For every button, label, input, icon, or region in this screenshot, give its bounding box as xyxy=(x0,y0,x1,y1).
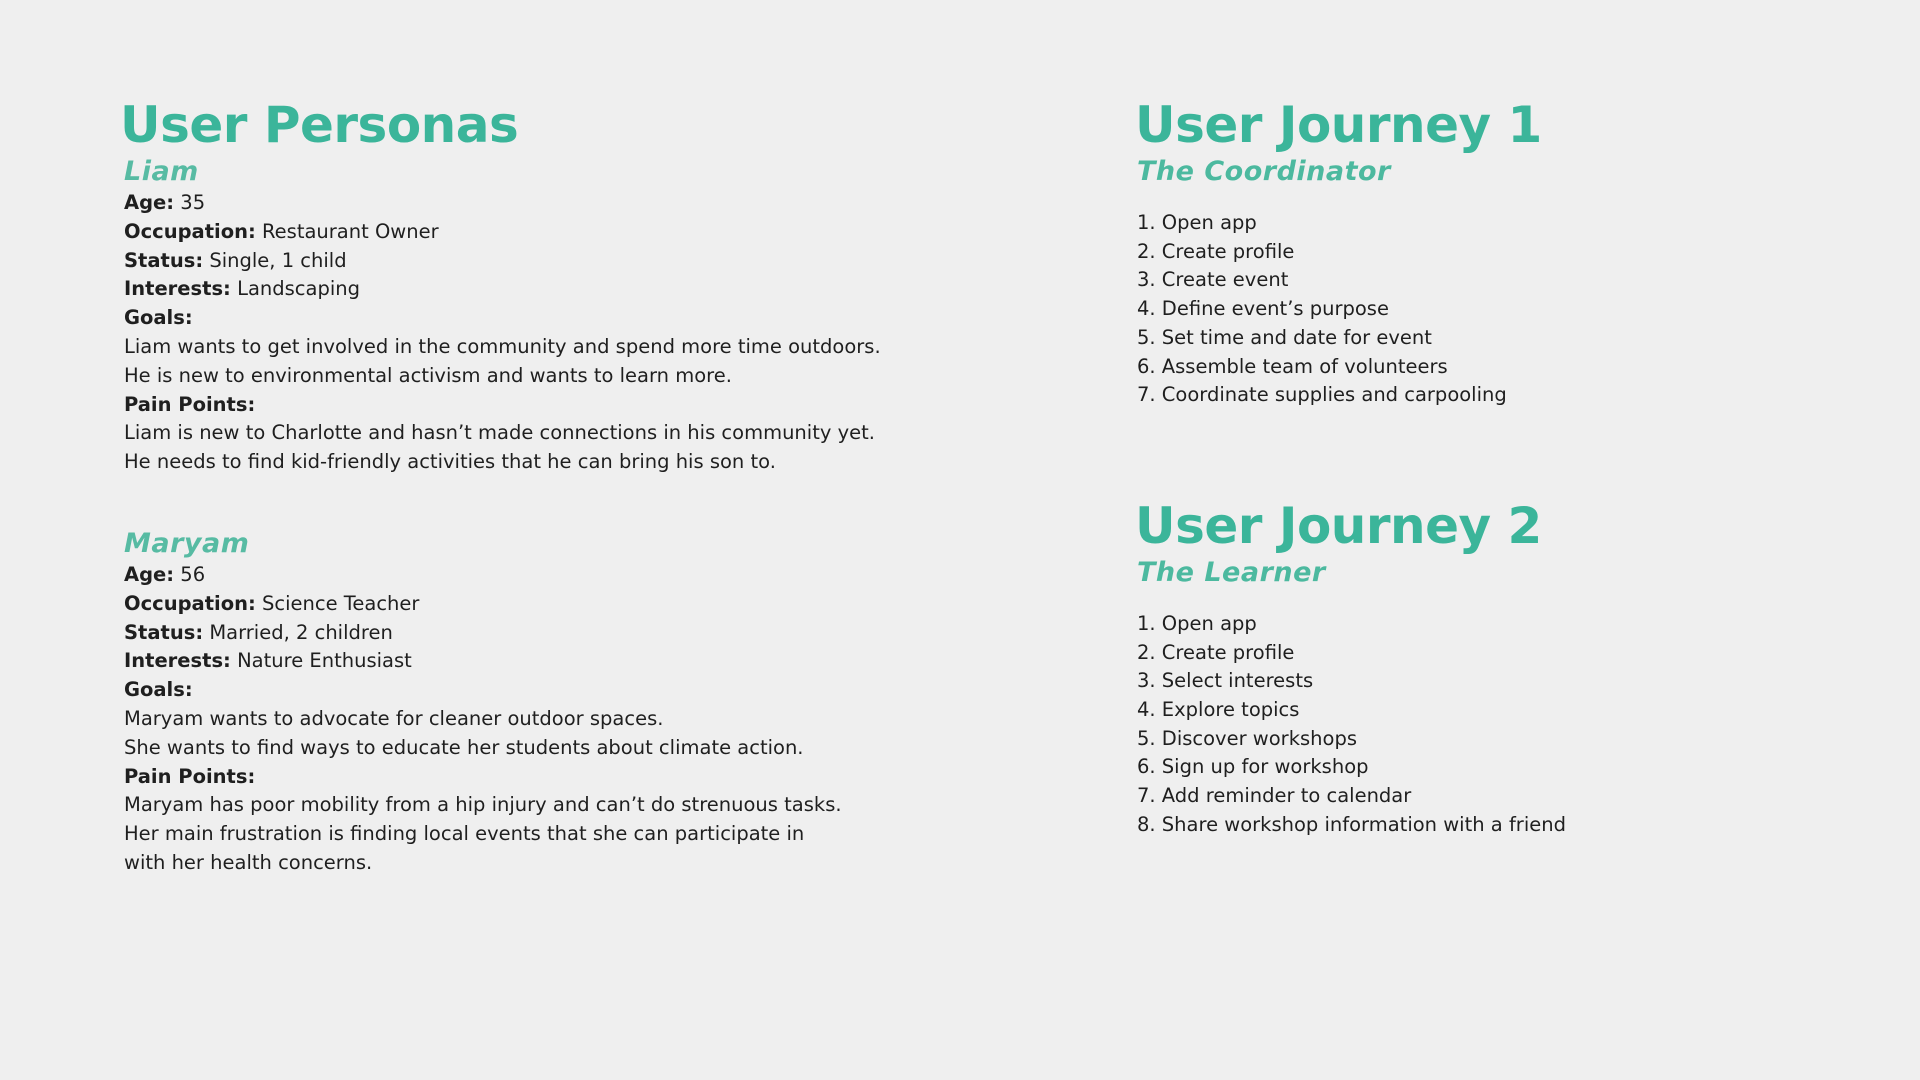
pain-points-text: He needs to find kid-friendly activities that he can bring his son to. xyxy=(124,450,776,474)
persona-maryam xyxy=(120,527,1020,878)
interests-label: Interests: xyxy=(124,277,231,301)
journey-step: 2. Create profile xyxy=(1137,640,1295,664)
journey-step: 8. Share workshop information with a friend xyxy=(1137,812,1566,836)
journey-title: User Journey 1 xyxy=(1135,96,1542,154)
journey-step: 1. Open app xyxy=(1137,211,1257,234)
occupation-value: Science Teacher xyxy=(261,591,420,615)
goals-text: She wants to find ways to educate her students about climate action. xyxy=(124,735,804,759)
goals-label: Goals: xyxy=(124,678,193,702)
age-value: 56 xyxy=(180,562,206,586)
goals-text: He is new to environmental activism and wants to learn more. xyxy=(124,363,732,387)
journey-subtitle: The Coordinator xyxy=(1137,156,1391,187)
persona-name: Liam xyxy=(124,156,199,187)
persona-status xyxy=(124,247,1020,276)
journey-step: 7. Add reminder to calendar xyxy=(1137,784,1412,808)
persona-status xyxy=(124,619,1020,648)
pain-points-text: Her main frustration is finding local events that she can participate in xyxy=(124,822,805,846)
journey-step: 4. Define event’s purpose xyxy=(1137,297,1389,321)
personas-column xyxy=(120,95,1020,878)
interests-value: Landscaping xyxy=(237,277,360,301)
journey-title: User Journey 2 xyxy=(1135,496,1542,555)
goals-label: Goals: xyxy=(124,306,193,330)
persona-occupation xyxy=(124,218,1020,247)
interests-value: Nature Enthusiast xyxy=(237,649,412,673)
occupation-label: Occupation: xyxy=(124,591,256,615)
age-value: 35 xyxy=(180,191,206,214)
persona-interests xyxy=(124,647,1020,676)
interests-label: Interests: xyxy=(124,649,231,673)
persona-age xyxy=(124,189,1020,218)
journey-step: 2. Create profile xyxy=(1137,239,1295,263)
status-label: Status: xyxy=(124,620,204,644)
occupation-label: Occupation: xyxy=(124,219,256,243)
persona-name: Maryam xyxy=(124,527,250,559)
personas-title: User Personas xyxy=(120,96,519,154)
status-value: Single, 1 child xyxy=(209,248,347,272)
pain-points-text: Maryam has poor mobility from a hip injury and can’t do strenuous tasks. xyxy=(124,793,842,817)
journey-steps xyxy=(1137,209,1835,410)
pain-points-text: Liam is new to Charlotte and hasn’t made connections in his community yet. xyxy=(124,421,875,445)
persona-interests xyxy=(124,275,1020,304)
user-journey-1 xyxy=(1135,95,1835,410)
status-label: Status: xyxy=(124,248,204,272)
journey-step: 1. Open app xyxy=(1137,611,1257,635)
user-journey-2 xyxy=(1135,496,1835,840)
journey-step: 3. Create event xyxy=(1137,268,1289,292)
pain-points-label: Pain Points: xyxy=(124,764,256,788)
age-label: Age: xyxy=(124,191,175,214)
journey-step: 5. Discover workshops xyxy=(1137,726,1357,750)
journeys-column xyxy=(1135,95,1835,840)
journey-steps xyxy=(1137,610,1835,840)
persona-liam xyxy=(120,155,1020,477)
journey-step: 3. Select interests xyxy=(1137,669,1314,693)
pain-points-label: Pain Points: xyxy=(124,392,256,416)
journey-step: 6. Assemble team of volunteers xyxy=(1137,354,1448,378)
journey-subtitle: The Learner xyxy=(1137,556,1326,588)
status-value: Married, 2 children xyxy=(209,620,393,644)
persona-age xyxy=(124,561,1020,590)
journey-step: 7. Coordinate supplies and carpooling xyxy=(1137,383,1507,407)
journey-step: 5. Set time and date for event xyxy=(1137,325,1432,349)
journey-step: 6. Sign up for workshop xyxy=(1137,755,1369,779)
journey-step: 4. Explore topics xyxy=(1137,698,1300,722)
goals-text: Maryam wants to advocate for cleaner outdoor spaces. xyxy=(124,706,664,730)
age-label: Age: xyxy=(124,562,175,586)
pain-points-text: with her health concerns. xyxy=(124,850,373,874)
goals-text: Liam wants to get involved in the community and spend more time outdoors. xyxy=(124,334,881,358)
persona-occupation xyxy=(124,590,1020,619)
occupation-value: Restaurant Owner xyxy=(261,219,439,243)
